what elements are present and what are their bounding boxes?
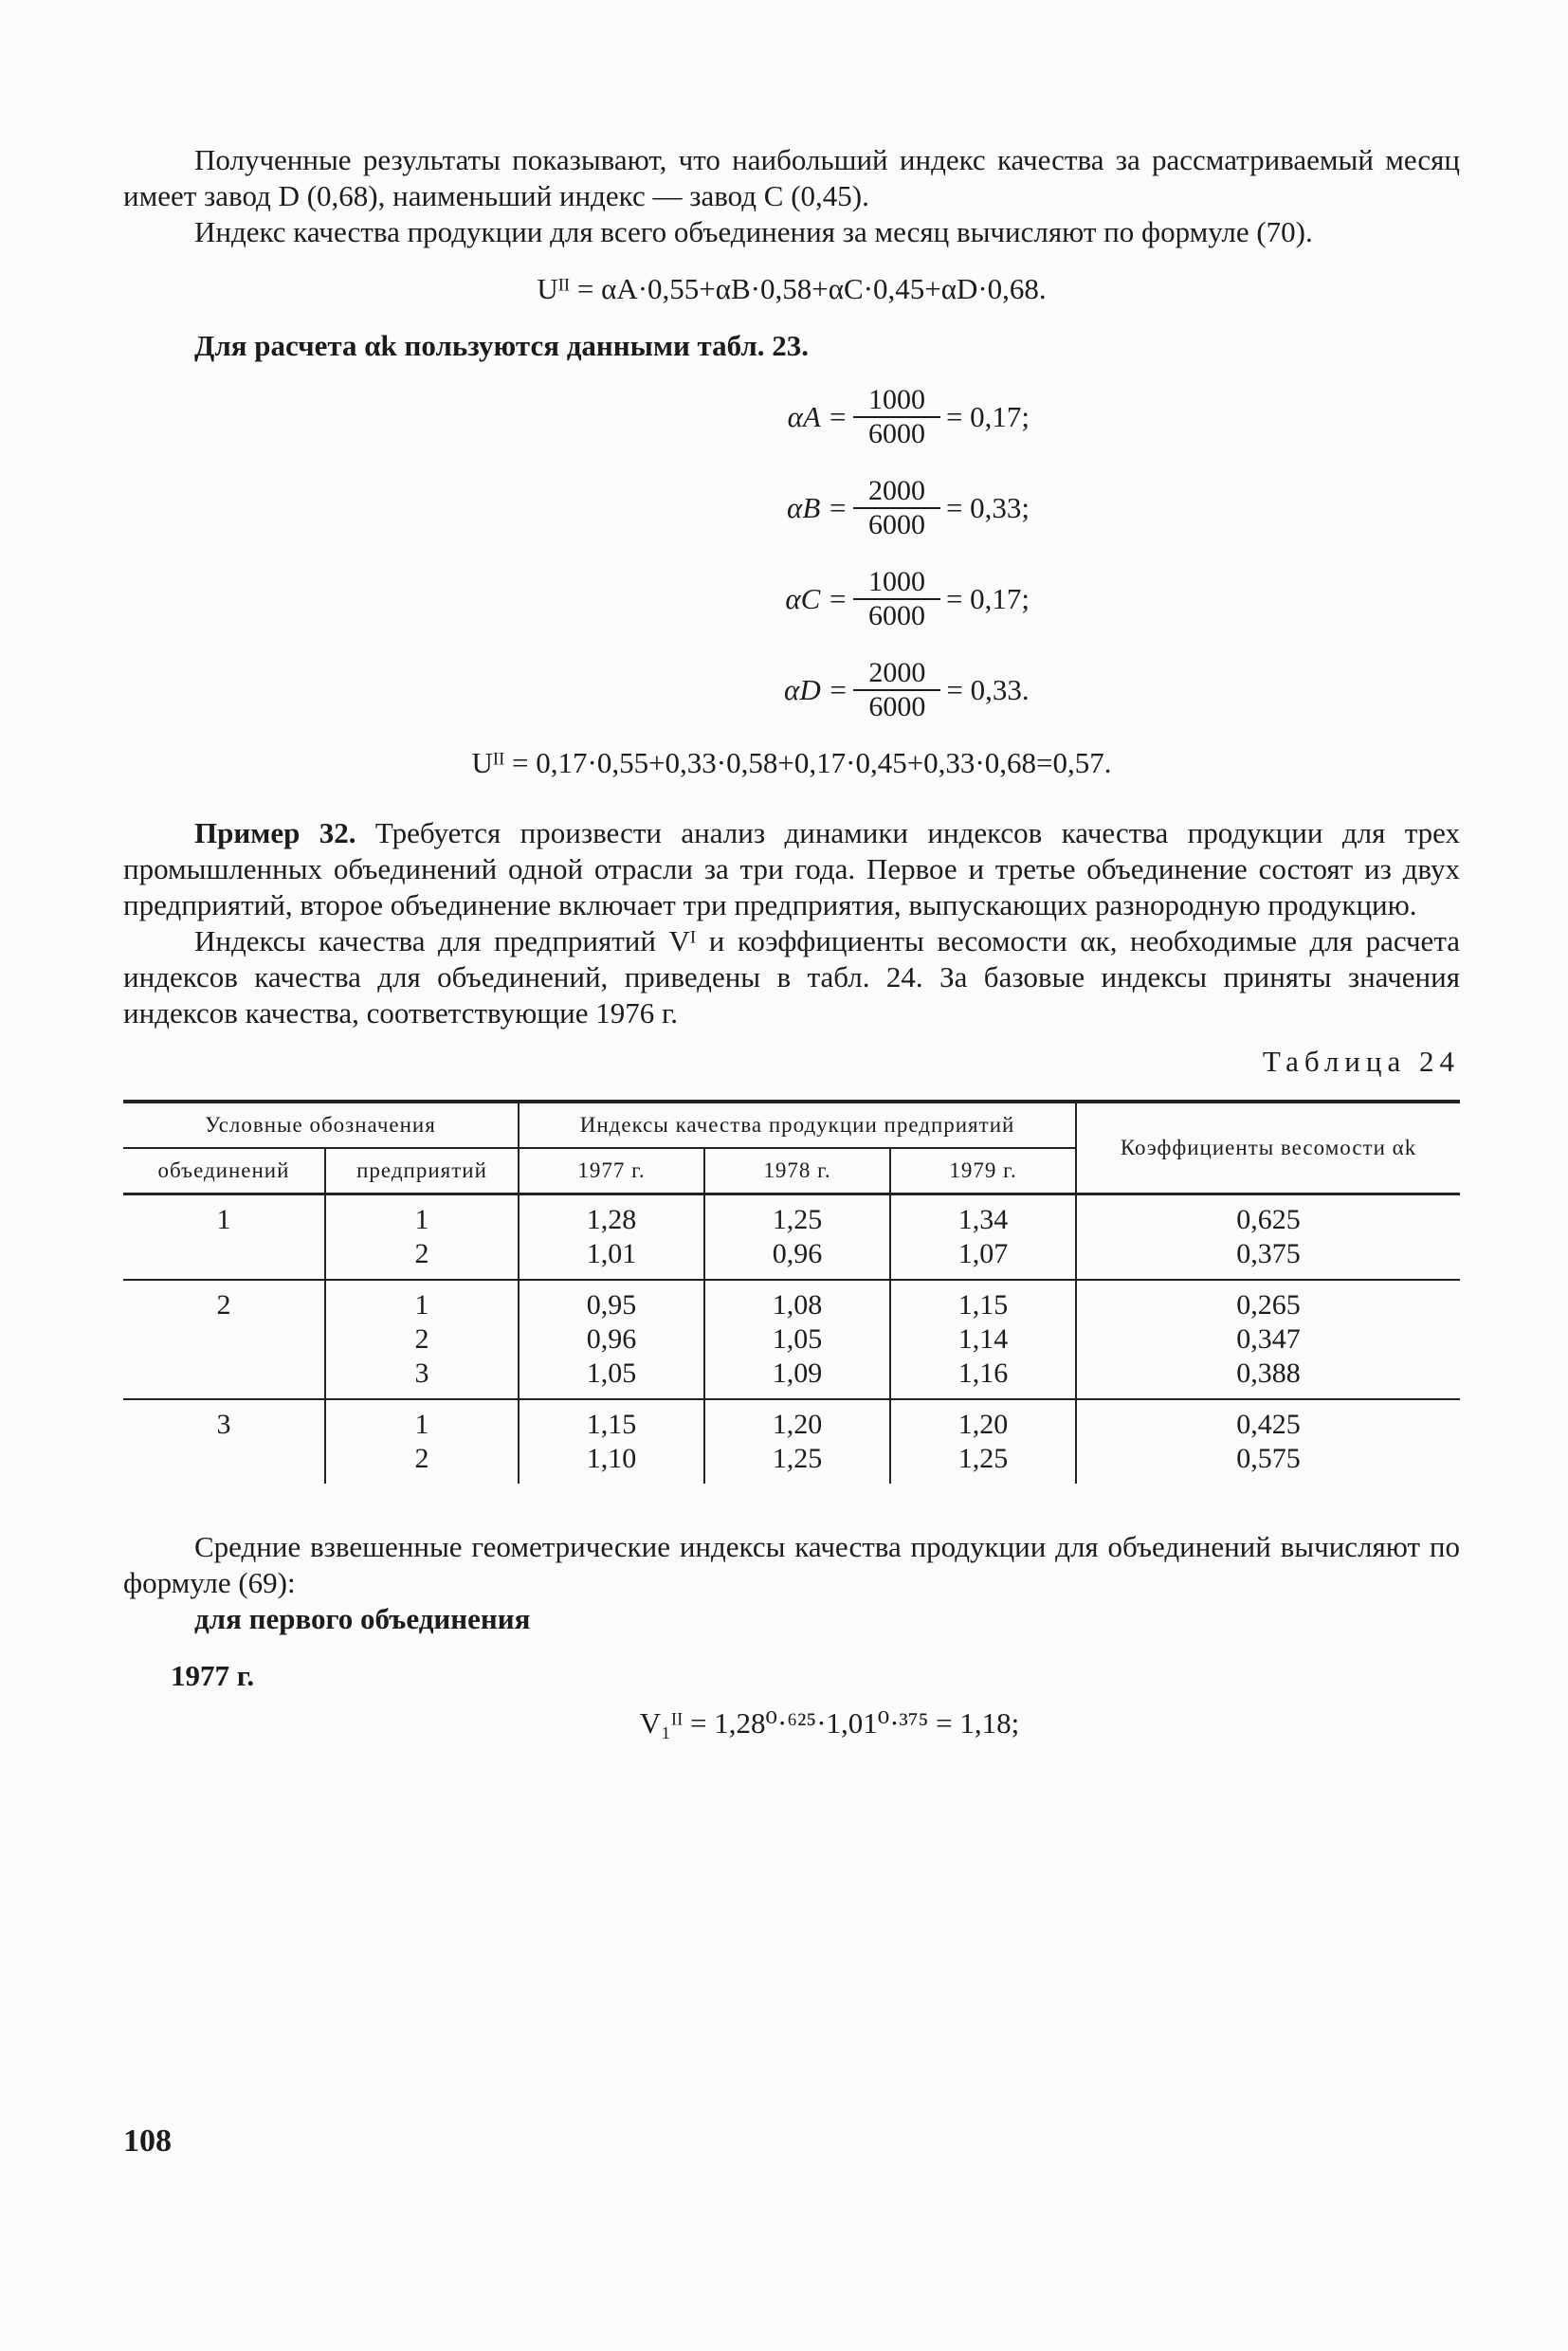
header-1977: 1977 г. <box>519 1148 704 1194</box>
formula-u2-result: Uᴵᴵ = 0,17·0,55+0,33·0,58+0,17·0,45+0,33·0,68=0,57. <box>471 746 1112 779</box>
alpha-d-fraction: αD = $\frac{2000}{6000}$ = 0,33. <box>784 657 1030 722</box>
table-24 <box>123 1100 1460 1484</box>
table-caption: Таблица 24 <box>1262 1045 1460 1078</box>
header-enterprises: предприятий <box>325 1148 519 1194</box>
paragraph-formula-intro: Индекс качества продукции для всего объединения за месяц вычисляют по формуле (70). <box>194 215 1313 248</box>
alpha-fractions <box>123 372 1460 736</box>
paragraph-weighted-geometric: Средние взвешенные геометрические индексы качества продукции для объединений вычисляют по формуле (69): <box>123 1530 1460 1599</box>
header-1978: 1978 г. <box>704 1148 890 1194</box>
page-number: 108 <box>123 2123 172 2159</box>
header-associations: объединений <box>123 1148 325 1194</box>
paragraph-results: Полученные результаты показывают, что наибольший индекс качества за рассматриваемый месяц имеет завод D (0,68), наименьший индекс — завод C (0,45). <box>123 143 1460 212</box>
paragraph-table-intro: Индексы качества для предприятий Vᴵ и коэффициенты весомости αк, необходимые для расчета индексов качества для объединений, приведены в табл. 24. За базовые индексы приняты значения индексов качества, соответствующие 1976 г. <box>123 924 1460 1030</box>
table-row: 2 1 2 3 0,95 0,96 1,05 1,08 1,05 1,09 1,15 1,14 1,16 0,265 0,347 0,388 <box>123 1280 1460 1399</box>
example-label: Пример 32. <box>194 816 356 849</box>
alpha-b-fraction: αB = $\frac{2000}{6000}$ = 0,33; <box>787 475 1030 540</box>
table-row: 3 1 2 1,15 1,10 1,20 1,25 1,20 1,25 0,425 0,575 <box>123 1399 1460 1484</box>
alpha-c-fraction: αC = $\frac{1000}{6000}$ = 0,17; <box>785 566 1030 631</box>
alpha-a-fraction: αA = $\frac{1000}{6000}$ = 0,17; <box>787 384 1030 449</box>
header-indexes: Индексы качества продукции предприятий <box>519 1102 1076 1148</box>
header-1979: 1979 г. <box>890 1148 1076 1194</box>
header-weights: Коэффициенты весомости αk <box>1076 1102 1460 1194</box>
formula-v1-1977: V₁ᴵᴵ = 1,28⁰·⁶²⁵·1,01⁰·³⁷⁵ = 1,18; <box>639 1706 1020 1740</box>
paragraph-alpha-intro: Для расчета αk пользуются данными табл. 23. <box>194 329 810 362</box>
paragraph-example-32: Пример 32. Требуется произвести анализ динамики индексов качества продукции для трех промышленных объединений одной отрасли за три года. Первое и третье объединение состоят из двух предприятий, второе объединение включает три предприятия, выпускающих разнородную продукцию. <box>123 816 1460 921</box>
header-symbols: Условные обозначения <box>123 1102 519 1148</box>
paragraph-first-association: для первого объединения <box>194 1602 531 1635</box>
page-body <box>123 142 1460 1741</box>
formula-u2-general: Uᴵᴵ = αA·0,55+αB·0,58+αC·0,45+αD·0,68. <box>537 272 1047 305</box>
year-label: 1977 г. <box>171 1659 255 1692</box>
table-row: 1 1 2 1,28 1,01 1,25 0,96 1,34 1,07 0,625 0,375 <box>123 1194 1460 1281</box>
